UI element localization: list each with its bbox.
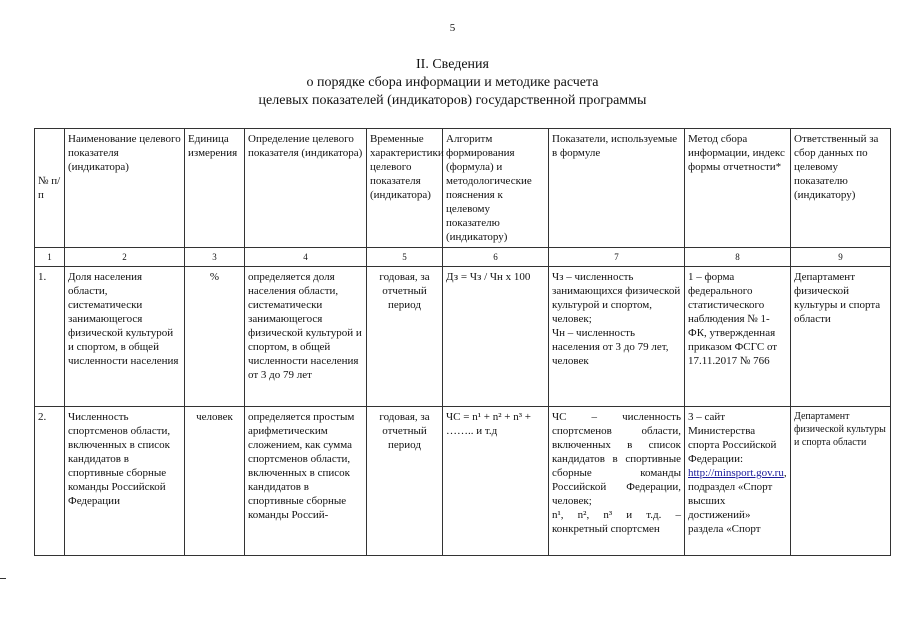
header-row	[35, 129, 891, 248]
indicator-line: ЧС – численность спортсменов области, включенных в список кандидатов в спортивные сборные команды Российской Федерации, человек;	[552, 411, 681, 507]
unit: человек	[185, 407, 245, 556]
header-cell: Наименование целевого показателя (индикатора)	[65, 129, 185, 248]
indicator-line: n¹, n², n³ и т.д. – конкретный спортсмен	[552, 509, 681, 535]
header-cell: Показатели, используемые в формуле	[549, 129, 685, 248]
column-number: 9	[791, 248, 891, 267]
column-number: 7	[549, 248, 685, 267]
header-cell: № п/п	[35, 129, 65, 248]
table-row	[35, 267, 891, 407]
section-heading	[0, 56, 905, 110]
heading-line-1: II. Сведения	[416, 57, 489, 72]
heading-line-3: целевых показателей (индикаторов) государственной программы	[258, 93, 647, 108]
indicator-definition: определяется простым арифметическим сложением, как сумма спортсменов области, включенных в список кандидатов в спортивные сборные команды Россий-	[245, 407, 367, 556]
heading-line-2: о порядке сбора информации и методике расчета	[306, 75, 599, 90]
row-number: 2.	[35, 407, 65, 556]
column-number: 3	[185, 248, 245, 267]
column-number: 4	[245, 248, 367, 267]
column-number: 5	[367, 248, 443, 267]
unit: %	[185, 267, 245, 407]
indicator-name: Численность спортсменов области, включенных в список кандидатов в спортивные сборные команды Российской Федерации	[65, 407, 185, 556]
method-text: 3 – сайт Министерства спорта Российской Федерации:	[688, 411, 777, 465]
indicator-definition: определяется доля населения области, систематически занимающегося физической культурой и спортом, в общей численности населения от 3 до 79 лет	[245, 267, 367, 407]
column-number: 6	[443, 248, 549, 267]
method-text-continued: , подраздел «Спорт высших достижений» раздела «Спорт	[688, 467, 787, 535]
ministry-link[interactable]: http://minsport.gov.ru	[688, 467, 784, 479]
collection-method: 1 – форма федерального статистического наблюдения № 1-ФК, утвержденная приказом ФСГС от 17.11.2017 № 766	[685, 267, 791, 407]
formula: Дз = Чз / Чн х 100	[443, 267, 549, 407]
indicator-line: Чн – численность населения от 3 до 79 лет, человек	[552, 327, 669, 367]
formula-indicators	[549, 407, 685, 556]
indicator-line: Чз – численность занимающихся физической культурой и спортом, человек;	[552, 271, 681, 325]
header-cell: Алгоритм формирования (формула) и методологические пояснения к целевому показателю (индикатору)	[443, 129, 549, 248]
formula-indicators	[549, 267, 685, 407]
header-cell: Временные характеристики целевого показателя (индикатора)	[367, 129, 443, 248]
table-row	[35, 407, 891, 556]
page-number: 5	[449, 22, 456, 34]
formula: ЧС = n¹ + n² + n³ + …….. и т.д	[443, 407, 549, 556]
column-number: 2	[65, 248, 185, 267]
column-number: 8	[685, 248, 791, 267]
header-cell: Определение целевого показателя (индикатора)	[245, 129, 367, 248]
column-number: 1	[35, 248, 65, 267]
margin-mark	[0, 578, 6, 579]
responsible-party: Департамент физической культуры и спорта области	[791, 407, 891, 556]
row-number: 1.	[35, 267, 65, 407]
collection-method	[685, 407, 791, 556]
indicator-name: Доля населения области, систематически занимающегося физической культурой и спортом, в общей численности населения	[65, 267, 185, 407]
time-period: годовая, за отчетный период	[367, 267, 443, 407]
header-cell: Единица измерения	[185, 129, 245, 248]
header-cell: Метод сбора информации, индекс формы отчетности*	[685, 129, 791, 248]
header-cell: Ответственный за сбор данных по целевому показателю (индикатору)	[791, 129, 891, 248]
indicators-table	[34, 128, 891, 556]
column-number-row	[35, 248, 891, 267]
responsible-party: Департамент физической культуры и спорта области	[791, 267, 891, 407]
time-period: годовая, за отчетный период	[367, 407, 443, 556]
